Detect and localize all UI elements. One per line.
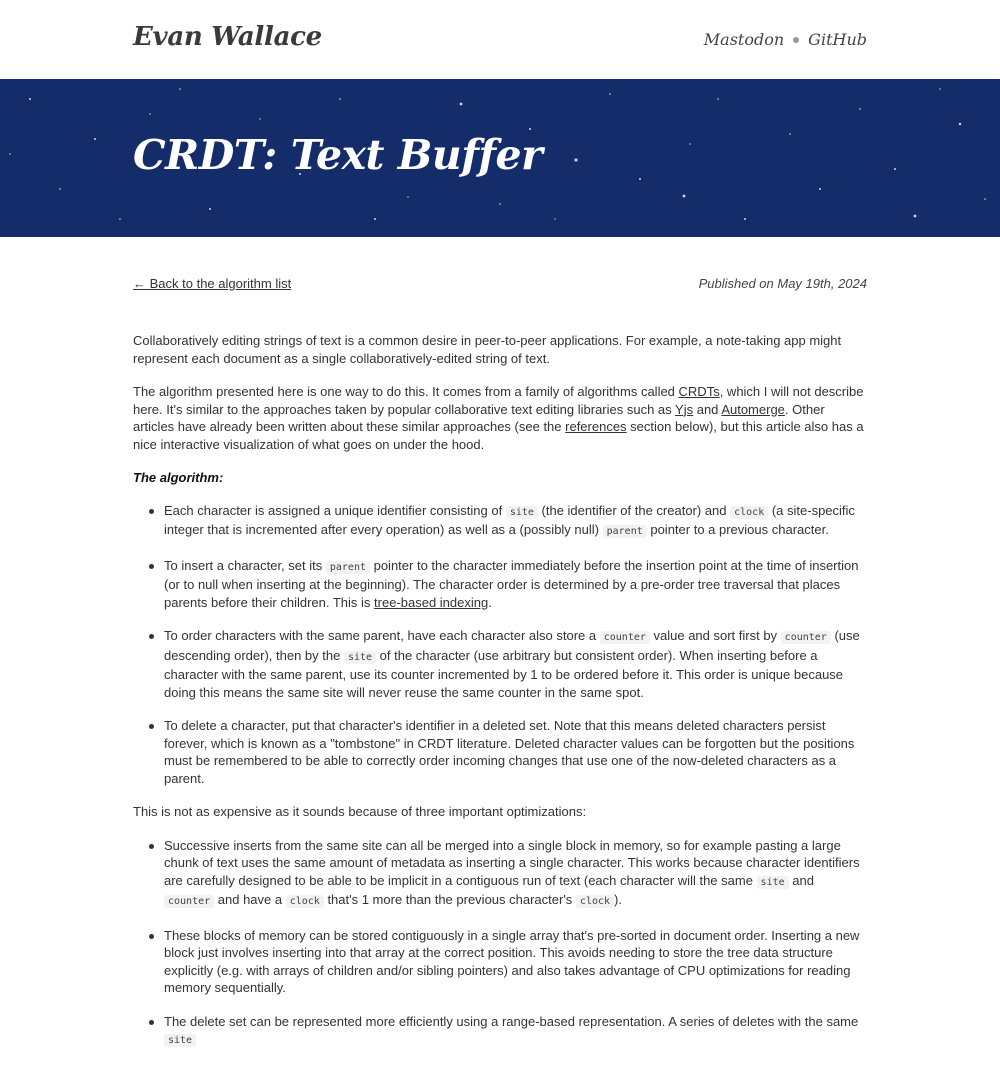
inline-code: site xyxy=(757,876,789,889)
text-span: and have a xyxy=(214,892,286,907)
intro-paragraph-2 xyxy=(133,383,867,453)
text-span: (use descending order), then by the xyxy=(164,628,860,663)
text-span: . xyxy=(488,594,492,610)
site-header xyxy=(0,0,1000,79)
published-date: Published on May 19th, 2024 xyxy=(698,276,867,291)
algorithm-list xyxy=(133,502,867,788)
text-span: that's 1 more than the previous character's xyxy=(323,892,576,907)
inline-code: site xyxy=(164,1034,196,1047)
inline-code: counter xyxy=(164,895,214,908)
automerge-link[interactable]: Automerge xyxy=(721,401,785,417)
inline-code: site xyxy=(506,506,538,519)
text-span: To insert a character, set its xyxy=(164,557,326,573)
tree-based-indexing-link[interactable]: tree-based indexing xyxy=(374,594,489,610)
list-item xyxy=(133,627,867,701)
text-span: Each character is assigned a unique identifier consisting of xyxy=(164,502,506,518)
text-span: Successive inserts from the same site can all be merged into a single block in memory, so for example pasting a large chunk of text uses the same amount of metadata as inserting a single character. This works because character identifiers are carefully designed to be able to be implicit in a contiguous run of text (each character will the same xyxy=(164,837,860,888)
text-span: pointer to a previous character. xyxy=(646,522,829,537)
title-banner xyxy=(0,79,1000,237)
text-span: To order characters with the same parent, have each character also store a xyxy=(164,628,600,643)
text-span: value and sort first by xyxy=(649,628,781,643)
list-item xyxy=(133,837,867,911)
text-span: (a site-specific integer that is incremented after every operation) as well as a (possibly null) xyxy=(164,502,855,537)
site-name[interactable]: Evan Wallace xyxy=(133,22,322,52)
list-item xyxy=(133,1013,867,1050)
back-link[interactable]: ← Back to the algorithm list xyxy=(133,276,292,291)
text-span: ). xyxy=(614,892,622,907)
separator-dot xyxy=(793,37,799,43)
meta-row xyxy=(133,276,867,291)
references-link[interactable]: references xyxy=(565,419,627,434)
inline-code: parent xyxy=(326,561,370,574)
inline-code: counter xyxy=(600,631,650,644)
list-item xyxy=(133,557,867,612)
text-span: pointer to the character immediately before the insertion point at the time of insertion (or to null when inserting at the beginning). The character order is determined by a pre-order tree traversal that places parents before their children. This is xyxy=(164,557,859,610)
intro-paragraph-1: Collaboratively editing strings of text is a common desire in peer-to-peer applications. For example, a note-taking app might represent each document as a single collaboratively-edited string of text. xyxy=(133,333,842,366)
inline-code: parent xyxy=(603,525,647,538)
text-span: (the identifier of the creator) and xyxy=(537,502,731,518)
text-span: and xyxy=(788,872,814,888)
text-span: , which I will not describe here. It's similar to the approaches taken by popular collaborative text editing libraries such as xyxy=(133,384,864,417)
text-span: of the character (use arbitrary but consistent order). When inserting before a character with the same parent, use its counter incremented by 1 to be ordered before it. This order is unique because doing this means the same site will never reuse the same counter in the same spot. xyxy=(164,647,844,700)
page-title: CRDT: Text Buffer xyxy=(133,131,543,179)
header-links xyxy=(704,30,867,49)
algorithm-heading: The algorithm: xyxy=(133,470,224,485)
article-body xyxy=(133,332,867,1066)
optimizations-intro: This is not as expensive as it sounds because of three important optimizations: xyxy=(133,804,587,819)
text-span: . Other articles have already been written about these similar approaches (see the xyxy=(133,401,825,434)
inline-code: site xyxy=(344,651,376,664)
text-span: The delete set can be represented more efficiently using a range-based representation. A series of deletes with the same xyxy=(164,1013,859,1029)
list-item: To delete a character, put that character's identifier in a deleted set. Note that this means deleted characters persist forever, which is known as a "tombstone" in CRDT literature. Deleted character values can be forgotten but the positions must be remembered to be able to correctly order incoming changes that use one of the now-deleted characters as a parent. xyxy=(133,717,867,787)
list-item xyxy=(133,502,867,541)
yjs-link[interactable]: Yjs xyxy=(675,401,694,417)
list-item: These blocks of memory can be stored contiguously in a single array that's pre-sorted in document order. Inserting a new block just involves inserting into that array at the correct position. This avoids needing to store the tree data structure explicitly (e.g. with arrays of children and/or sibling pointers) and also takes advantage of CPU optimizations for reading memory sequentially. xyxy=(133,927,867,997)
inline-code: counter xyxy=(781,631,831,644)
inline-code: clock xyxy=(730,506,768,519)
text-span: and xyxy=(693,401,722,417)
inline-code: clock xyxy=(576,895,614,908)
crdts-link[interactable]: CRDTs xyxy=(678,384,720,399)
inline-code: clock xyxy=(286,895,324,908)
text-span: The algorithm presented here is one way to do this. It comes from a family of algorithms called xyxy=(133,384,679,399)
github-link[interactable]: GitHub xyxy=(808,30,867,49)
mastodon-link[interactable]: Mastodon xyxy=(703,30,785,49)
optimizations-list xyxy=(133,837,867,1050)
text-span: section below), but this article also has a nice interactive visualization of what goes on under the hood. xyxy=(133,419,864,452)
